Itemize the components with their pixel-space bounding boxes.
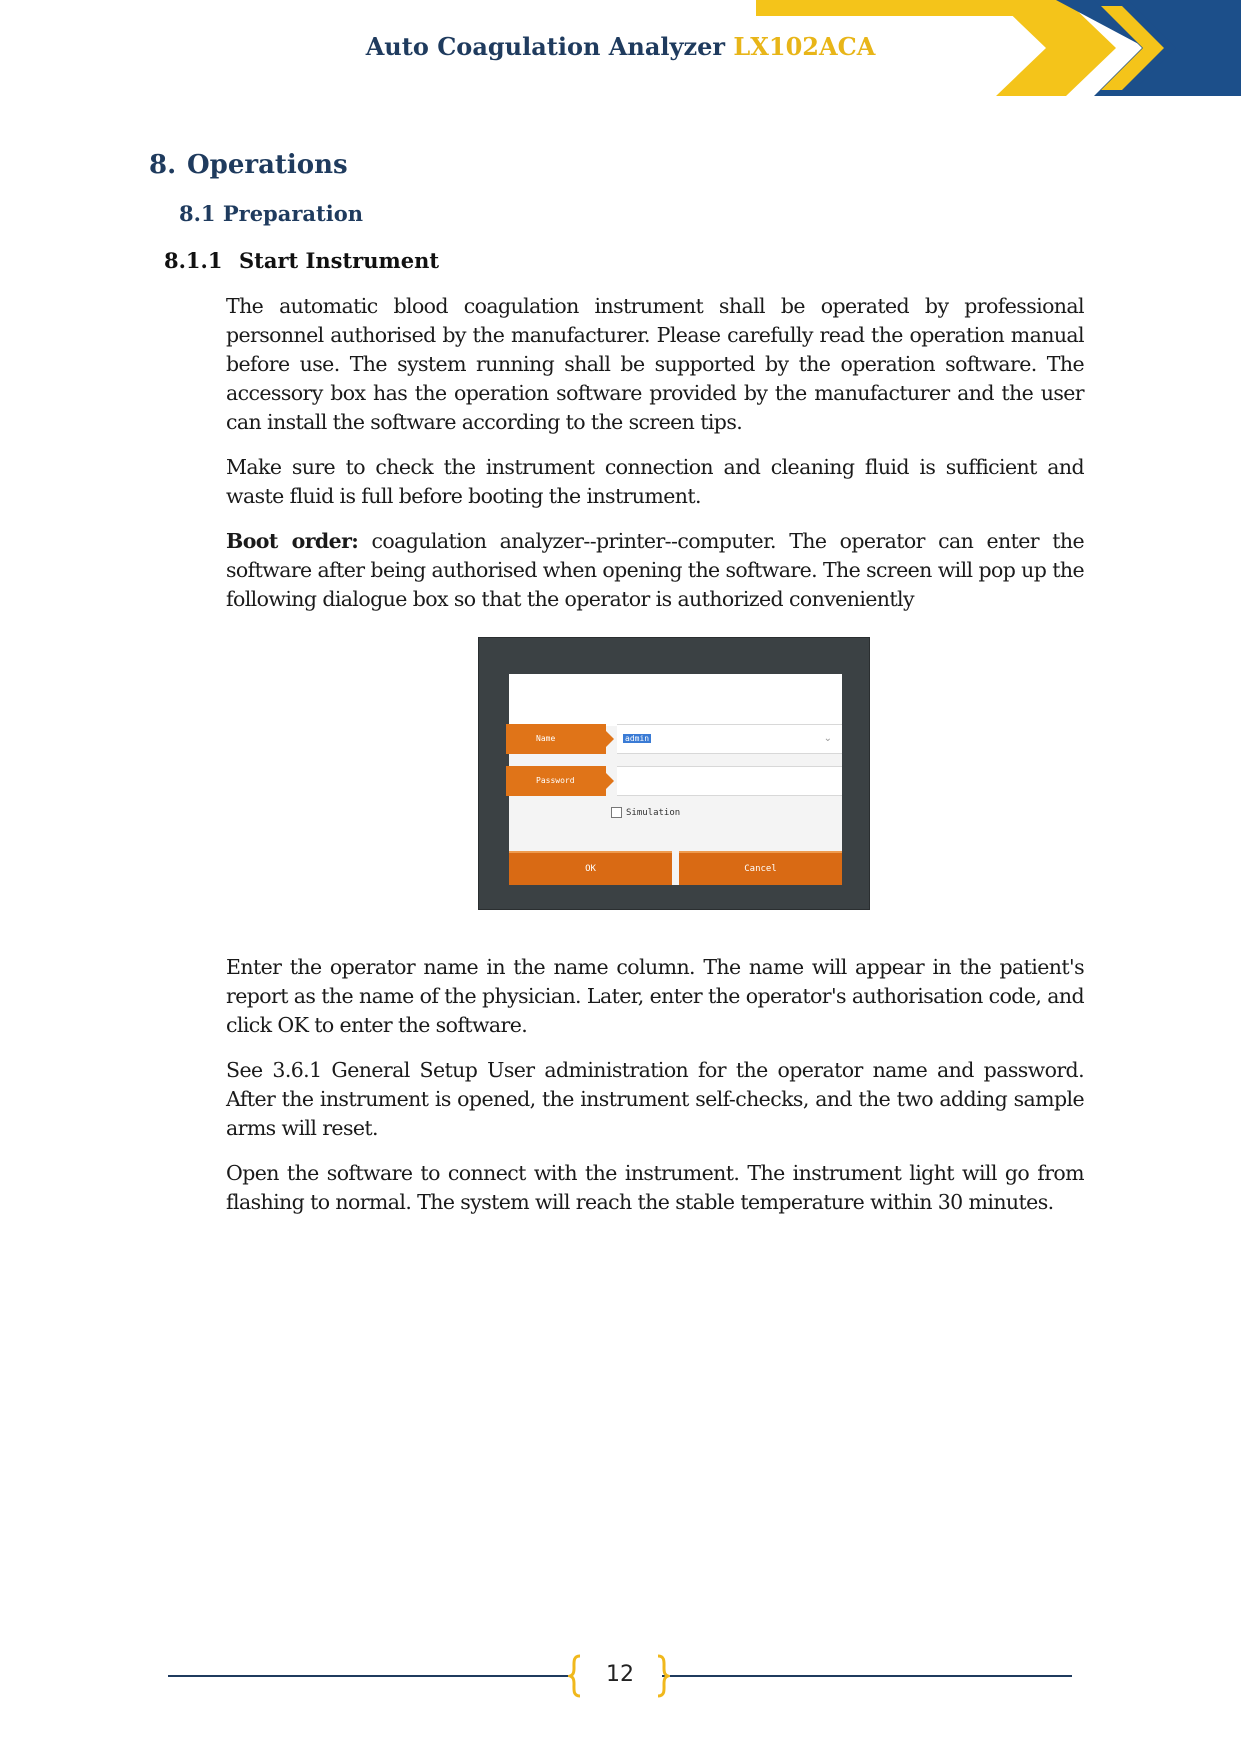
paragraph-boot-order xyxy=(226,527,1084,614)
boot-order-label: Boot order: xyxy=(226,529,359,553)
paragraph: See 3.6.1 General Setup User administration for the operator name and password. After the instrument is opened, the instrument self-checks, and the two adding sample arms will reset. xyxy=(226,1058,1084,1140)
document-title-text: Auto Coagulation Analyzer xyxy=(365,32,726,61)
document-title xyxy=(0,32,1241,61)
model-number: LX102ACA xyxy=(733,32,876,61)
name-dropdown xyxy=(617,724,842,754)
paragraph: The automatic blood coagulation instrument shall be operated by professional personnel authorised by the manufacturer. Please carefully read the operation manual before use. The system running shall be supported by the operation software. The accessory box has the operation software provided by the manufacturer and the user can install the software according to the screen tips. xyxy=(226,294,1084,434)
section-heading xyxy=(149,150,348,180)
left-bracket-icon xyxy=(568,1654,582,1698)
paragraph: Enter the operator name in the name column. The name will appear in the patient's report as the name of the physician. Later, enter the operator's authorisation code, and click OK to enter the software. xyxy=(226,955,1084,1037)
boot-order-text: coagulation analyzer--printer--computer. The operator can enter the software after being authorised when opening the software. The screen will pop up the following dialogue box so that the operator is authorized conveniently xyxy=(226,529,1085,611)
subsection-heading: 8.1 Preparation xyxy=(179,201,363,226)
footer-rule-right xyxy=(662,1675,1072,1677)
body-text-top xyxy=(226,292,1084,630)
page-number: 12 xyxy=(606,1662,634,1687)
subsubsection-heading xyxy=(164,248,439,273)
section-number: 8. xyxy=(149,150,177,180)
paragraph: Open the software to connect with the instrument. The instrument light will go from flashing to normal. The system will reach the stable temperature within 30 minutes. xyxy=(226,1161,1084,1214)
password-field xyxy=(617,766,842,796)
name-value: admin xyxy=(625,734,650,743)
cancel-button: Cancel xyxy=(679,851,842,885)
body-text-bottom xyxy=(226,953,1084,1233)
footer-rule-left xyxy=(168,1675,573,1677)
checkbox-icon xyxy=(611,807,622,818)
ok-button: OK xyxy=(509,851,672,885)
subsubsection-number: 8.1.1 xyxy=(164,248,223,273)
section-title: Operations xyxy=(187,150,348,180)
chevron-down-icon: ⌄ xyxy=(823,733,832,744)
paragraph: Make sure to check the instrument connection and cleaning fluid is sufficient and waste fluid is full before booting the instrument. xyxy=(226,455,1084,508)
name-label-tag: Name xyxy=(506,724,606,754)
login-dialog-screenshot xyxy=(478,637,870,910)
dialog-header-area xyxy=(509,674,842,726)
subsubsection-title: Start Instrument xyxy=(239,248,440,273)
password-label-tag: Password xyxy=(506,766,606,796)
simulation-checkbox xyxy=(611,807,680,819)
simulation-label: Simulation xyxy=(626,808,681,818)
right-bracket-icon xyxy=(656,1654,670,1698)
